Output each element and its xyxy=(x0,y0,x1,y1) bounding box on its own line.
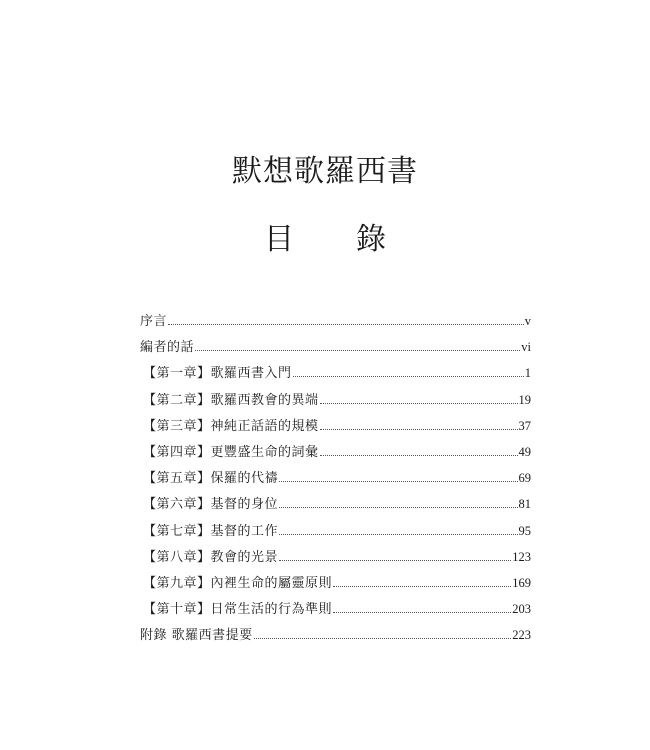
toc-entry-label: 【第三章】神純正話語的規模 xyxy=(143,418,319,434)
toc-entry-label: 序言 xyxy=(140,314,168,329)
dot-leader xyxy=(168,323,524,325)
toc-entry-page: 203 xyxy=(512,602,531,617)
dot-leader xyxy=(333,611,511,613)
toc-entry-label: 【第四章】更豐盛生命的詞彙 xyxy=(143,444,319,460)
toc-entry-chapter-4[interactable] xyxy=(140,443,531,469)
dot-leader xyxy=(279,480,517,482)
dot-leader xyxy=(254,637,512,639)
toc-entry-preface[interactable] xyxy=(140,312,531,338)
dot-leader xyxy=(293,375,524,377)
toc-entry-chapter-2[interactable] xyxy=(140,391,531,417)
toc-entry-label: 【第六章】基督的身位 xyxy=(143,497,279,513)
dot-leader xyxy=(195,349,520,351)
dot-leader xyxy=(320,402,518,404)
toc-entry-label: 附錄 歌羅西書提要 xyxy=(140,628,253,644)
toc-entry-label: 【第七章】基督的工作 xyxy=(143,523,279,539)
toc-entry-page: 123 xyxy=(512,549,531,564)
toc-entry-chapter-7[interactable] xyxy=(140,522,531,548)
toc-entry-label: 【第九章】內裡生命的屬靈原則 xyxy=(143,575,333,591)
toc-entry-chapter-9[interactable] xyxy=(140,574,531,600)
dot-leader xyxy=(279,559,511,561)
toc-entry-page: 223 xyxy=(512,628,531,643)
toc-entry-label: 編者的話 xyxy=(140,340,195,356)
toc-entry-page: 95 xyxy=(518,523,531,538)
toc-entry-label: 【第一章】歌羅西書入門 xyxy=(143,366,292,382)
toc-entry-page: 1 xyxy=(524,366,531,381)
toc-entry-page: 169 xyxy=(512,575,531,590)
toc-entry-label: 【第五章】保羅的代禱 xyxy=(143,471,279,487)
book-title: 默想歌羅西書 xyxy=(232,154,418,189)
toc-entry-chapter-1[interactable] xyxy=(140,364,531,390)
dot-leader xyxy=(333,585,511,587)
dot-leader xyxy=(320,428,518,430)
toc-entry-chapter-3[interactable] xyxy=(140,417,531,443)
dot-leader xyxy=(279,506,517,508)
toc-entry-page: v xyxy=(524,314,531,328)
toc-heading-char-1: 目 xyxy=(264,222,294,257)
toc-entry-label: 【第十章】日常生活的行為準則 xyxy=(143,602,333,618)
toc-entry-chapter-6[interactable] xyxy=(140,495,531,521)
toc-entry-label: 【第二章】歌羅西教會的異端 xyxy=(143,392,319,408)
toc-entry-page: 81 xyxy=(518,497,531,512)
toc-entry-page: 37 xyxy=(518,418,531,433)
toc-entry-label: 【第八章】教會的光景 xyxy=(143,549,279,565)
toc-heading-char-2: 錄 xyxy=(356,222,386,257)
table-of-contents xyxy=(140,312,531,652)
toc-entry-page: 69 xyxy=(518,471,531,486)
toc-entry-chapter-5[interactable] xyxy=(140,469,531,495)
toc-heading xyxy=(0,214,650,258)
dot-leader xyxy=(279,533,517,535)
toc-entry-page: 19 xyxy=(518,392,531,407)
toc-entry-page: vi xyxy=(521,340,531,355)
toc-entry-chapter-10[interactable] xyxy=(140,600,531,626)
toc-entry-page: 49 xyxy=(518,444,531,459)
toc-entry-appendix[interactable] xyxy=(140,626,531,652)
toc-entry-editor-note[interactable] xyxy=(140,338,531,364)
dot-leader xyxy=(320,454,518,456)
toc-entry-chapter-8[interactable] xyxy=(140,548,531,574)
